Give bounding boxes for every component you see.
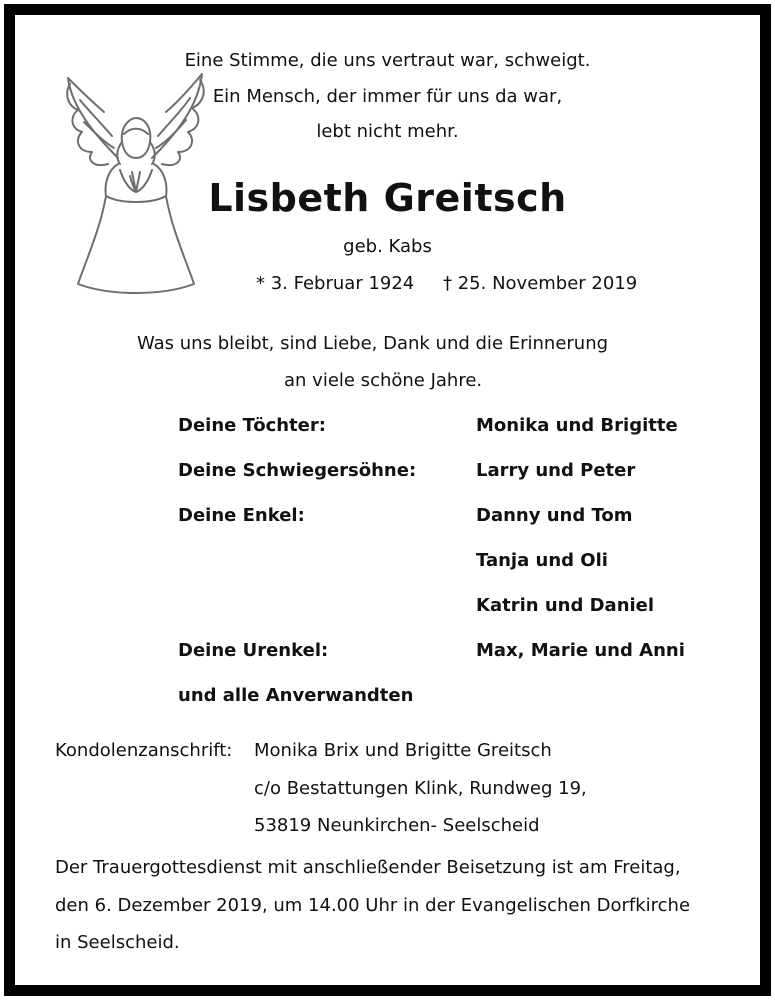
birth-date: * 3. Februar 1924 <box>256 273 415 294</box>
relatives-line: und alle Anverwandten <box>178 685 414 706</box>
condolence-line-3: 53819 Neunkirchen- Seelscheid <box>254 815 540 836</box>
family-names: Monika und Brigitte <box>476 415 678 436</box>
poem-line-3: lebt nicht mehr. <box>316 121 459 142</box>
family-names: Danny und Tom <box>476 505 633 526</box>
quote-line-1: Was uns bleibt, sind Liebe, Dank und die Erinnerung <box>137 333 609 354</box>
maiden-name: geb. Kabs <box>343 236 432 257</box>
family-role: Deine Schwiegersöhne: <box>178 460 417 481</box>
family-names: Tanja und Oli <box>476 550 608 571</box>
condolence-label: Kondolenzanschrift: <box>55 740 233 761</box>
deceased-name: Lisbeth Greitsch <box>208 176 567 220</box>
family-role: Deine Enkel: <box>178 505 305 526</box>
family-names: Larry und Peter <box>476 460 636 481</box>
service-line-2: den 6. Dezember 2019, um 14.00 Uhr in der Evangelischen Dorfkirche <box>55 895 691 916</box>
service-line-1: Der Trauergottesdienst mit anschließender Beisetzung ist am Freitag, <box>55 857 681 878</box>
poem-line-2: Ein Mensch, der immer für uns da war, <box>212 86 563 107</box>
poem-line-1: Eine Stimme, die uns vertraut war, schweigt. <box>184 50 591 71</box>
service-line-3: in Seelscheid. <box>55 932 180 953</box>
condolence-line-1: Monika Brix und Brigitte Greitsch <box>254 740 552 761</box>
death-date: † 25. November 2019 <box>443 273 638 294</box>
family-names: Max, Marie und Anni <box>476 640 685 661</box>
family-role: Deine Töchter: <box>178 415 326 436</box>
family-role: Deine Urenkel: <box>178 640 329 661</box>
quote-line-2: an viele schöne Jahre. <box>284 370 483 391</box>
family-names: Katrin und Daniel <box>476 595 655 616</box>
condolence-line-2: c/o Bestattungen Klink, Rundweg 19, <box>254 778 587 799</box>
